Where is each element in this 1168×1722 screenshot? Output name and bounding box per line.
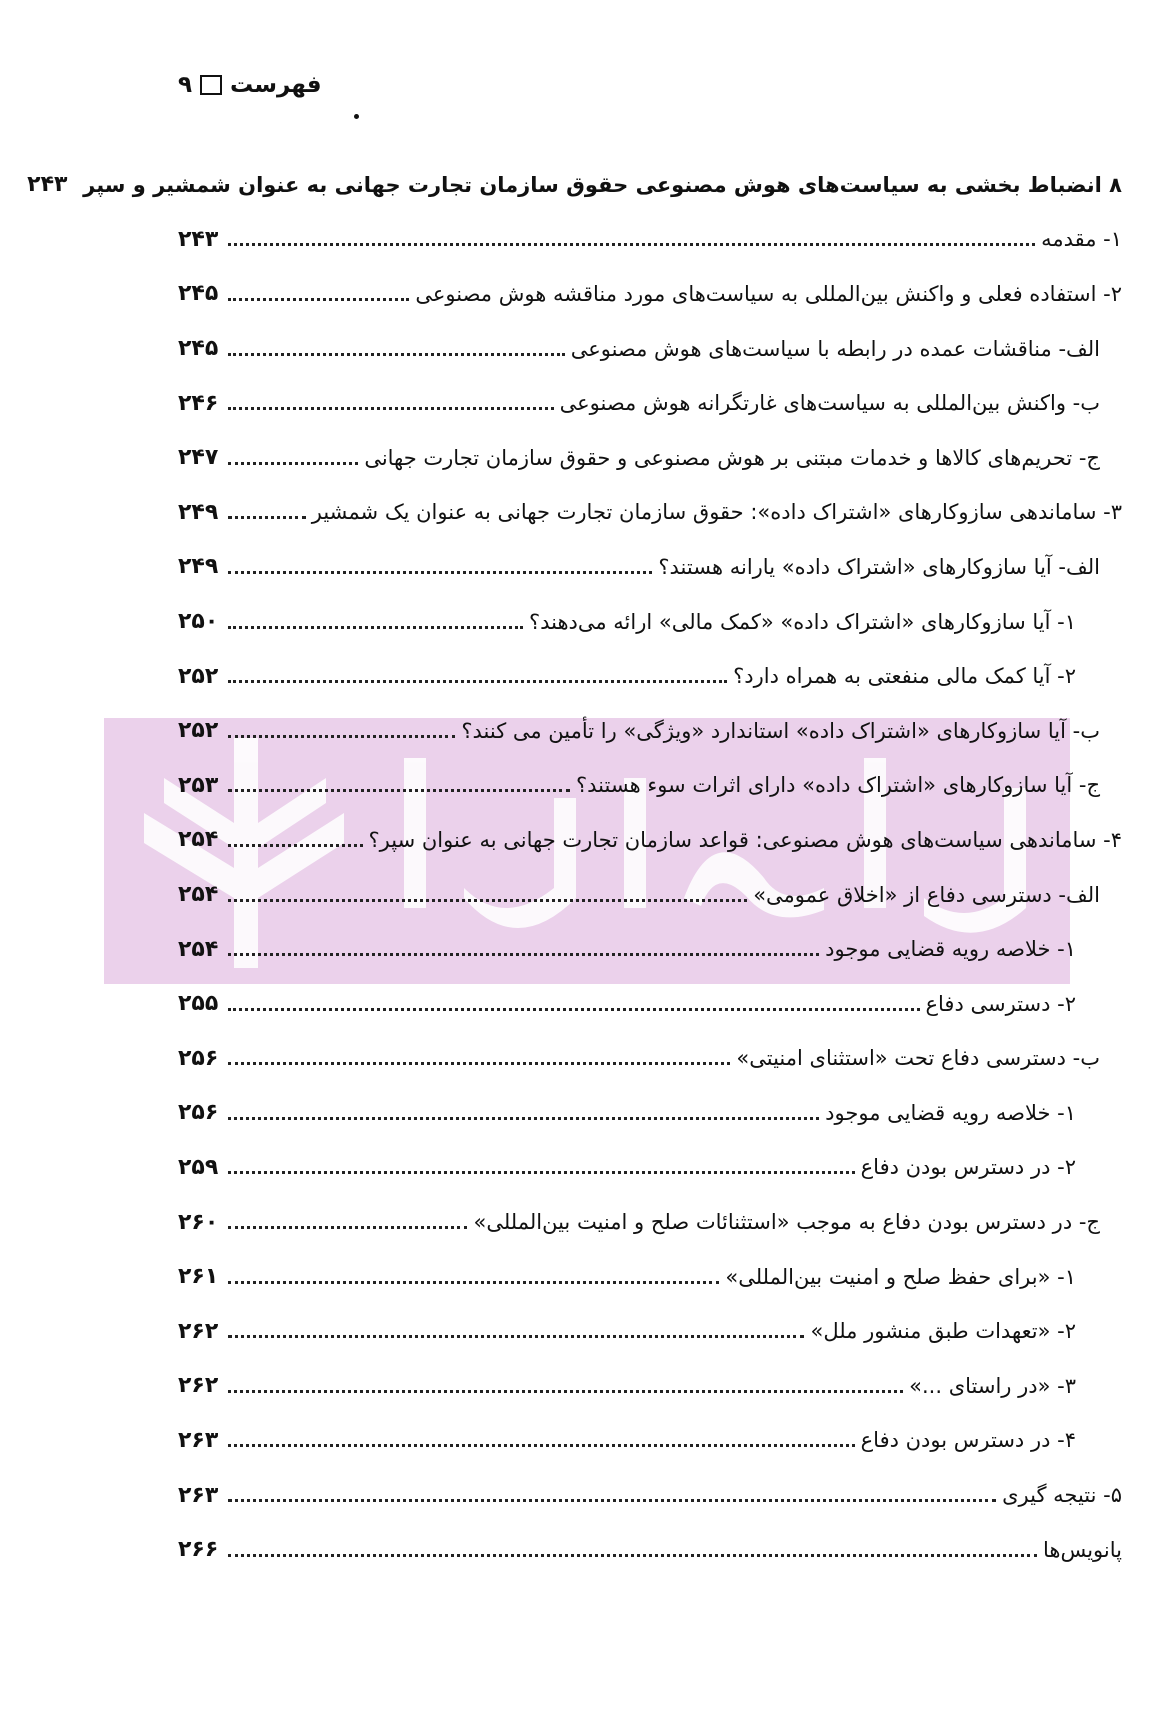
dot-leader <box>228 1117 819 1120</box>
toc-entry <box>178 322 1122 377</box>
dot-leader <box>228 1335 804 1338</box>
dot-leader <box>228 571 652 574</box>
toc-entry-title: ۱- آیا سازوکارهای «اشتراک داده» «کمک مالی» ارائه می‌دهند؟ <box>528 609 1076 634</box>
dot-leader <box>228 1499 996 1502</box>
toc-entry-title: ۲- در دسترس بودن دفاع <box>860 1155 1076 1180</box>
toc-entry-page: ۲۵۰ <box>178 609 219 635</box>
toc-entry-title: ج- آیا سازوکارهای «اشتراک داده» دارای اثرات سوء هستند؟ <box>576 773 1100 798</box>
dot-leader <box>228 1062 730 1065</box>
toc-entry-title: ۱- «برای حفظ صلح و امنیت بین‌المللی» <box>725 1264 1076 1289</box>
header-title: فهرست <box>230 72 322 98</box>
toc-entry-page: ۲۴۹ <box>178 554 219 580</box>
dot-leader <box>228 626 523 629</box>
dot-leader <box>228 462 358 465</box>
toc-entry-title: ۴- در دسترس بودن دفاع <box>860 1428 1076 1453</box>
toc-entry-page: ۲۶۰ <box>178 1209 219 1235</box>
dot-leader <box>228 1444 855 1447</box>
toc-entry-title: ۳- «در راستای ...» <box>909 1373 1076 1398</box>
toc-entry-title: الف- مناقشات عمده در رابطه با سیاست‌های هوش مصنوعی <box>570 336 1100 361</box>
toc-entry-page: ۲۴۶ <box>178 390 219 416</box>
toc-entry-page: ۲۵۳ <box>178 772 219 798</box>
toc-entry-page: ۲۴۷ <box>178 445 219 471</box>
dot-leader <box>228 953 819 956</box>
toc-entry <box>178 704 1122 759</box>
toc-entry <box>178 1523 1122 1578</box>
toc-entry-title: ج- تحریم‌های کالاها و خدمات مبتنی بر هوش مصنوعی و حقوق سازمان تجارت جهانی <box>364 445 1100 470</box>
toc-entry <box>178 1468 1122 1523</box>
toc-entry-page: ۲۴۵ <box>178 336 219 362</box>
dot-leader <box>228 298 409 301</box>
dot-leader <box>228 243 1035 246</box>
dot-leader <box>228 899 747 902</box>
toc-entry-page: ۲۴۵ <box>178 281 219 307</box>
toc-entry-page: ۲۴۳ <box>178 226 219 252</box>
dot-leader <box>228 1554 1037 1557</box>
toc-entry-title: ۵- نتیجه گیری <box>1002 1483 1122 1508</box>
dot-leader <box>228 1171 855 1174</box>
toc-entry-page: ۲۵۶ <box>178 1045 219 1071</box>
toc-entry-page: ۲۶۶ <box>178 1537 219 1563</box>
dot-leader <box>228 516 306 519</box>
dot-leader <box>228 1281 719 1284</box>
toc-entry-page: ۲۵۴ <box>178 936 219 962</box>
dot-leader <box>228 1008 920 1011</box>
toc-entry <box>178 922 1122 977</box>
toc-entry <box>178 540 1122 595</box>
toc-entry-title: ۳- ساماندهی سازوکارهای «اشتراک داده»: حقوق سازمان تجارت جهانی به عنوان یک شمشیر <box>311 500 1122 525</box>
toc-entry <box>178 813 1122 868</box>
toc-entry <box>178 376 1122 431</box>
toc-entry <box>178 1304 1122 1359</box>
toc-entry-title: ۲- «تعهدات طبق منشور ملل» <box>810 1319 1076 1344</box>
toc-entry <box>178 1250 1122 1305</box>
toc-entry <box>178 1032 1122 1087</box>
toc-entry-title: ۱- خلاصه رویه قضایی موجود <box>825 1100 1076 1125</box>
toc-entry <box>178 977 1122 1032</box>
toc-entry <box>178 868 1122 923</box>
table-of-contents <box>27 158 1122 1577</box>
ink-dot <box>354 114 359 119</box>
toc-entry <box>178 1086 1122 1141</box>
toc-entry <box>178 1195 1122 1250</box>
toc-entry-title: الف- آیا سازوکارهای «اشتراک داده» یارانه هستند؟ <box>658 554 1100 579</box>
toc-entry-page: ۲۶۳ <box>178 1427 219 1453</box>
toc-entry-title: ب- واکنش بین‌المللی به سیاست‌های غارتگرانه هوش مصنوعی <box>559 391 1100 416</box>
dot-leader <box>228 1226 467 1229</box>
dot-leader <box>228 789 570 792</box>
toc-entry <box>178 1414 1122 1469</box>
toc-entry-title: ۲- آیا کمک مالی منفعتی به همراه دارد؟ <box>733 664 1076 689</box>
toc-entry <box>27 158 1122 213</box>
toc-entry-page: ۲۴۳ <box>27 172 68 198</box>
running-header <box>178 72 322 98</box>
toc-entry-page: ۲۶۱ <box>178 1264 219 1290</box>
dot-leader <box>228 353 565 356</box>
toc-entry-title: ج- در دسترس بودن دفاع به موجب «استثنائات صلح و امنیت بین‌المللی» <box>473 1210 1100 1235</box>
toc-entry <box>178 649 1122 704</box>
toc-entry-page: ۲۶۲ <box>178 1318 219 1344</box>
toc-entry-title: پانویس‌ها <box>1042 1537 1122 1562</box>
toc-entry-page: ۲۵۴ <box>178 882 219 908</box>
toc-entry-title: ۸ انضباط بخشی به سیاست‌های هوش مصنوعی حقوق سازمان تجارت جهانی به عنوان شمشیر و سپر <box>83 172 1122 197</box>
header-page-number: ۹ <box>178 72 193 98</box>
toc-entry-page: ۲۵۲ <box>178 663 219 689</box>
toc-entry-page: ۲۴۹ <box>178 499 219 525</box>
dot-leader <box>228 735 455 738</box>
toc-entry-title: ب- دسترسی دفاع تحت «استثنای امنیتی» <box>736 1046 1100 1071</box>
toc-entry <box>178 1359 1122 1414</box>
toc-entry-page: ۲۵۶ <box>178 1100 219 1126</box>
toc-entry-page: ۲۵۵ <box>178 991 219 1017</box>
toc-entry-title: ۲- دسترسی دفاع <box>925 991 1076 1016</box>
toc-entry <box>178 267 1122 322</box>
square-icon <box>200 75 222 95</box>
toc-entry-title: ۲- استفاده فعلی و واکنش بین‌المللی به سیاست‌های مورد مناقشه هوش مصنوعی <box>415 281 1122 306</box>
toc-entry <box>178 431 1122 486</box>
toc-entry-title: ۴- ساماندهی سیاست‌های هوش مصنوعی: قواعد سازمان تجارت جهانی به عنوان سپر؟ <box>368 827 1122 852</box>
toc-entry <box>178 486 1122 541</box>
dot-leader <box>228 407 554 410</box>
toc-entry-title: ۱- خلاصه رویه قضایی موجود <box>825 937 1076 962</box>
toc-entry <box>178 759 1122 814</box>
dot-leader <box>228 680 727 683</box>
toc-entry <box>178 1141 1122 1196</box>
dot-leader <box>228 1390 903 1393</box>
toc-entry-page: ۲۵۲ <box>178 718 219 744</box>
toc-entry-title: ب- آیا سازوکارهای «اشتراک داده» استاندارد «ویژگی» را تأمین می کنند؟ <box>461 718 1100 743</box>
toc-entry-title: الف- دسترسی دفاع از «اخلاق عمومی» <box>753 882 1100 907</box>
toc-entry-page: ۲۶۳ <box>178 1482 219 1508</box>
toc-entry-page: ۲۵۹ <box>178 1154 219 1180</box>
toc-entry-page: ۲۶۲ <box>178 1373 219 1399</box>
toc-entry <box>178 595 1122 650</box>
dot-leader <box>228 844 363 847</box>
toc-entry-page: ۲۵۴ <box>178 827 219 853</box>
toc-entry-title: ۱- مقدمه <box>1041 227 1122 252</box>
toc-entry <box>178 213 1122 268</box>
